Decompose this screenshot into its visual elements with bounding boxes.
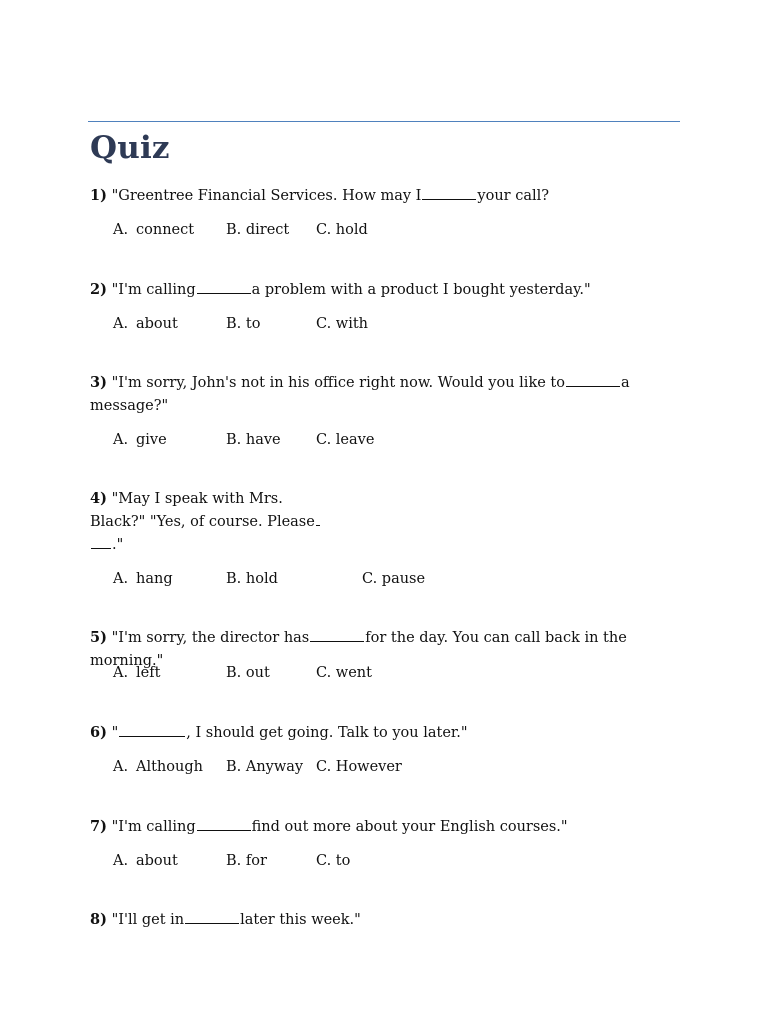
options-5 xyxy=(113,662,673,684)
options-6 xyxy=(113,756,673,778)
question-text: "I'm sorry, the director has xyxy=(111,630,310,646)
question-number: 3) xyxy=(90,374,107,391)
question-2 xyxy=(90,278,680,302)
question-4 xyxy=(90,487,680,557)
options-3 xyxy=(113,429,673,451)
question-text: message?" xyxy=(90,398,169,414)
question-text: "I'm sorry, John's not in his office right now. Would you like to xyxy=(111,375,565,391)
question-number: 5) xyxy=(90,629,107,646)
option-a: A. left xyxy=(113,665,161,681)
question-text: , I should get going. Talk to you later." xyxy=(186,725,468,741)
option-b: B. direct xyxy=(226,222,290,238)
question-number: 4) xyxy=(90,490,107,507)
question-text: for the day. You can call back in the morning." xyxy=(90,630,627,669)
option-a: A. about xyxy=(113,316,178,332)
question-7 xyxy=(90,815,680,839)
answer-blank xyxy=(91,534,111,549)
option-c: C. with xyxy=(316,316,369,332)
option-a: A. about xyxy=(113,853,178,869)
question-8 xyxy=(90,908,680,932)
answer-blank xyxy=(566,372,620,387)
question-6 xyxy=(90,721,680,745)
question-number: 8) xyxy=(90,911,107,928)
option-b: B. to xyxy=(226,316,261,332)
answer-blank xyxy=(316,511,320,526)
option-c: C. pause xyxy=(362,571,426,587)
question-text: find out more about your English courses." xyxy=(251,819,568,835)
option-b: B. hold xyxy=(226,571,278,587)
question-text: a xyxy=(620,375,630,391)
question-text: Black?" "Yes, of course. Please xyxy=(90,514,315,530)
answer-blank xyxy=(197,279,251,294)
option-b: B. Anyway xyxy=(226,759,304,775)
option-c: C. leave xyxy=(316,432,375,448)
answer-blank xyxy=(197,816,251,831)
answer-blank xyxy=(310,627,364,642)
options-1 xyxy=(113,219,673,241)
option-c: C. hold xyxy=(316,222,368,238)
options-4 xyxy=(113,568,673,590)
question-text: "May I speak with Mrs. xyxy=(111,491,283,507)
answer-blank xyxy=(119,722,185,737)
question-text: your call? xyxy=(477,188,550,204)
question-number: 2) xyxy=(90,281,107,298)
question-text: "Greentree Financial Services. How may I xyxy=(111,188,422,204)
question-text: ." xyxy=(112,537,124,553)
question-text: " xyxy=(111,725,119,741)
answer-blank xyxy=(185,909,239,924)
question-1 xyxy=(90,184,680,208)
option-a: A. connect xyxy=(113,222,195,238)
question-text: "I'm calling xyxy=(111,819,196,835)
question-text: "I'm calling xyxy=(111,282,196,298)
page-title: Quiz xyxy=(90,130,170,166)
question-text: "I'll get in xyxy=(111,912,185,928)
question-3 xyxy=(90,371,680,418)
answer-blank xyxy=(422,185,476,200)
option-c: C. went xyxy=(316,665,372,681)
question-number: 1) xyxy=(90,187,107,204)
option-a: A. hang xyxy=(113,571,173,587)
options-7 xyxy=(113,850,673,872)
option-a: A. Although xyxy=(113,759,203,775)
header-rule xyxy=(88,121,680,122)
question-number: 7) xyxy=(90,818,107,835)
option-b: B. out xyxy=(226,665,270,681)
option-b: B. have xyxy=(226,432,281,448)
option-c: C. However xyxy=(316,759,402,775)
question-number: 6) xyxy=(90,724,107,741)
option-a: A. give xyxy=(113,432,167,448)
question-text: later this week." xyxy=(240,912,361,928)
options-2 xyxy=(113,313,673,335)
question-text: a problem with a product I bought yesterday." xyxy=(251,282,591,298)
option-c: C. to xyxy=(316,853,351,869)
option-b: B. for xyxy=(226,853,267,869)
